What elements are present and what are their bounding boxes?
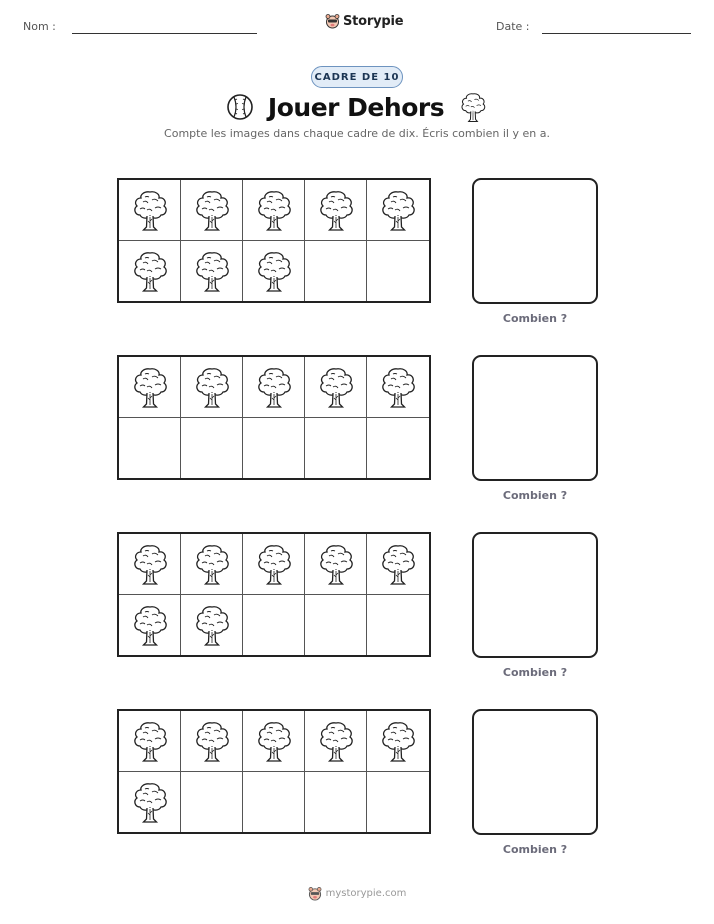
answer-label-4: Combien ? (502, 843, 568, 856)
frame-cell (243, 772, 305, 833)
frame-cell (119, 772, 181, 833)
tree-icon (254, 365, 294, 409)
frame-cell (181, 772, 243, 833)
tree-icon (316, 188, 356, 232)
tree-icon (254, 719, 294, 763)
brand-logo (325, 13, 403, 29)
tree-icon (378, 188, 418, 232)
name-label: Nom : (23, 20, 56, 33)
footer (0, 886, 714, 901)
frame-cell (243, 711, 305, 772)
frame-cell (367, 418, 429, 479)
tree-icon (192, 603, 232, 647)
frame-cell (367, 357, 429, 418)
frame-cell (367, 241, 429, 302)
frame-cell (243, 418, 305, 479)
ten-frame-3 (117, 532, 431, 657)
frame-cell (119, 595, 181, 656)
frame-cell (181, 534, 243, 595)
frame-cell (305, 595, 367, 656)
frame-cell (243, 534, 305, 595)
tree-icon (192, 365, 232, 409)
tree-icon (316, 365, 356, 409)
storypie-mascot-icon (308, 886, 322, 901)
frame-cell (305, 534, 367, 595)
tree-icon (254, 249, 294, 293)
frame-cell (119, 357, 181, 418)
tree-icon (130, 719, 170, 763)
storypie-mascot-icon (325, 13, 340, 29)
tree-icon (458, 91, 488, 123)
answer-label-3: Combien ? (502, 666, 568, 679)
tree-icon (192, 188, 232, 232)
answer-label-2: Combien ? (502, 489, 568, 502)
footer-url: mystorypie.com (325, 888, 407, 899)
worksheet-type-badge: CADRE DE 10 (311, 66, 403, 88)
tree-icon (316, 542, 356, 586)
frame-cell (181, 418, 243, 479)
frame-cell (305, 711, 367, 772)
tree-icon (192, 542, 232, 586)
frame-cell (181, 180, 243, 241)
date-line[interactable] (542, 33, 691, 34)
name-line[interactable] (72, 33, 257, 34)
frame-cell (181, 357, 243, 418)
baseball-icon (226, 93, 254, 121)
tree-icon (130, 603, 170, 647)
frame-cell (119, 711, 181, 772)
frame-cell (119, 180, 181, 241)
tree-icon (378, 542, 418, 586)
frame-cell (119, 418, 181, 479)
tree-icon (254, 542, 294, 586)
tree-icon (316, 719, 356, 763)
answer-box-2[interactable] (472, 355, 598, 481)
frame-cell (243, 241, 305, 302)
tree-icon (130, 542, 170, 586)
frame-cell (243, 180, 305, 241)
frame-cell (367, 180, 429, 241)
frame-cell (119, 534, 181, 595)
answer-box-1[interactable] (472, 178, 598, 304)
tree-icon (130, 780, 170, 824)
frame-cell (367, 534, 429, 595)
ten-frame-2 (117, 355, 431, 480)
title-row (0, 90, 714, 124)
frame-cell (243, 357, 305, 418)
frame-cell (367, 595, 429, 656)
answer-box-4[interactable] (472, 709, 598, 835)
brand-name: Storypie (343, 13, 404, 29)
ten-frame-4 (117, 709, 431, 834)
instructions: Compte les images dans chaque cadre de dix. Écris combien il y en a. (164, 127, 550, 140)
frame-cell (305, 357, 367, 418)
frame-cell (305, 772, 367, 833)
tree-icon (130, 249, 170, 293)
frame-cell (181, 711, 243, 772)
tree-icon (378, 365, 418, 409)
frame-cell (243, 595, 305, 656)
tree-icon (254, 188, 294, 232)
answer-label-1: Combien ? (502, 312, 568, 325)
frame-cell (181, 595, 243, 656)
frame-cell (305, 180, 367, 241)
ten-frame-1 (117, 178, 431, 303)
tree-icon (192, 719, 232, 763)
frame-cell (181, 241, 243, 302)
frame-cell (119, 241, 181, 302)
frame-cell (367, 711, 429, 772)
tree-icon (130, 188, 170, 232)
tree-icon (130, 365, 170, 409)
tree-icon (192, 249, 232, 293)
tree-icon (378, 719, 418, 763)
page-title: Jouer Dehors (267, 92, 445, 122)
frame-cell (305, 418, 367, 479)
answer-box-3[interactable] (472, 532, 598, 658)
frame-cell (305, 241, 367, 302)
date-label: Date : (496, 20, 530, 33)
frame-cell (367, 772, 429, 833)
